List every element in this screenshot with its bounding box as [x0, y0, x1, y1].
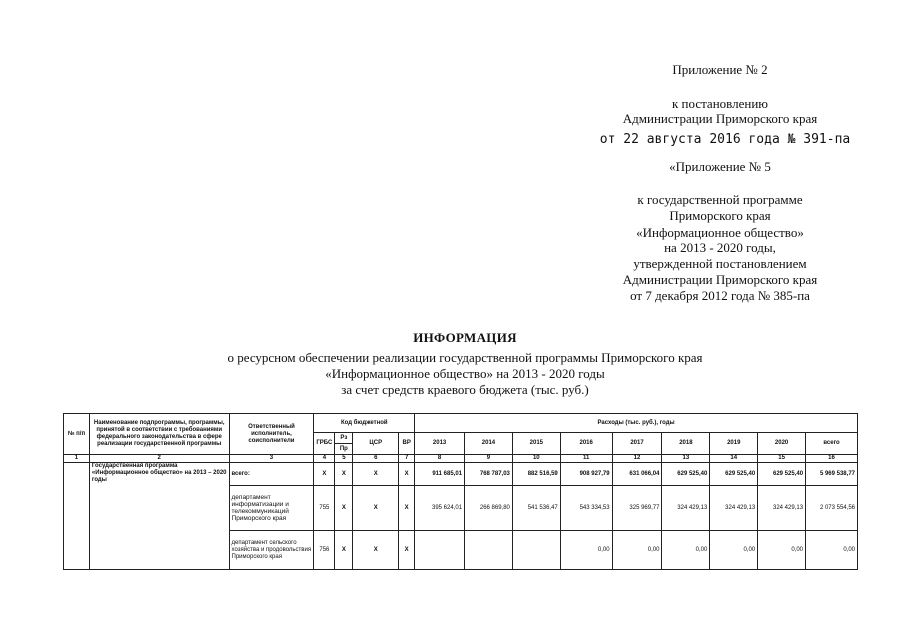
col-number: 9 [465, 455, 513, 463]
header-rz: Рз [335, 433, 353, 444]
col-number: 16 [806, 455, 858, 463]
to-program: к государственной программе [637, 192, 803, 207]
administration-label: Администрации Приморского края [622, 111, 818, 126]
title-line-2: «Информационное общество» на 2013 - 2020 годы [325, 366, 605, 381]
administration2-label: Администрации Приморского края [622, 272, 818, 287]
value-cell: 266 869,80 [465, 486, 513, 531]
value-cell: 395 624,01 [415, 486, 465, 531]
col-number: 12 [612, 455, 662, 463]
rz-cell: Х [335, 531, 353, 570]
value-cell: 0,00 [758, 531, 806, 570]
header-name: Наименование подпрограммы, программы, принятой в соответствии с требованиями федерального законодательства в сфере реализации государственной программы [89, 414, 229, 455]
to-resolution: к постановлению [671, 96, 769, 111]
region-label: Приморского края [669, 208, 771, 223]
csr-cell: Х [353, 486, 399, 531]
csr-cell: Х [353, 463, 399, 486]
value-cell: 541 536,47 [512, 486, 560, 531]
header-num: № п/п [64, 414, 90, 455]
vr-cell: Х [399, 463, 415, 486]
vr-cell: Х [399, 486, 415, 531]
value-cell: 0,00 [806, 531, 858, 570]
executor-cell: всего: [229, 463, 314, 486]
header-expenses: Расходы (тыс. руб.), годы [415, 414, 858, 433]
col-number: 10 [512, 455, 560, 463]
col-number: 5 [335, 455, 353, 463]
title-line-3: за счет средств краевого бюджета (тыс. руб.) [341, 382, 589, 397]
col-number: 11 [560, 455, 612, 463]
value-cell: 911 685,01 [415, 463, 465, 486]
col-number: 8 [415, 455, 465, 463]
header-vr: ВР [399, 433, 415, 455]
col-number: 14 [710, 455, 758, 463]
decree2-label: от 7 декабря 2012 года № 385-па [630, 288, 810, 303]
value-cell: 324 429,13 [710, 486, 758, 531]
table-row [64, 463, 858, 486]
vr-cell: Х [399, 531, 415, 570]
value-cell: 629 525,40 [710, 463, 758, 486]
value-cell: 0,00 [662, 531, 710, 570]
value-cell: 631 066,04 [612, 463, 662, 486]
value-cell: 0,00 [612, 531, 662, 570]
grbs-cell: 755 [314, 486, 335, 531]
years-label: на 2013 - 2020 годы, [664, 240, 776, 255]
appendix5-label: «Приложение № 5 [669, 159, 771, 174]
resource-table [63, 413, 858, 570]
grbs-cell: Х [314, 463, 335, 486]
header-2014: 2014 [465, 433, 513, 455]
header-budget-code: Код бюджетной [314, 414, 415, 433]
header-csr: ЦСР [353, 433, 399, 455]
col-number: 2 [89, 455, 229, 463]
title-line-1: о ресурсном обеспечении реализации государственной программы Приморского края [227, 350, 703, 365]
document-title: ИНФОРМАЦИЯ [413, 330, 517, 345]
value-cell: 543 334,53 [560, 486, 612, 531]
rz-cell: Х [335, 463, 353, 486]
value-cell [415, 531, 465, 570]
executor-cell: департамент сельского хозяйства и продовольствия Приморского края [229, 531, 314, 570]
header-2020: 2020 [758, 433, 806, 455]
header-2013: 2013 [415, 433, 465, 455]
value-cell: 0,00 [560, 531, 612, 570]
program-name-cell: Государственная программа «Информационное общество» на 2013 – 2020 годы [89, 463, 229, 570]
col-number: 4 [314, 455, 335, 463]
rz-cell: Х [335, 486, 353, 531]
value-cell: 324 429,13 [662, 486, 710, 531]
value-cell: 908 927,79 [560, 463, 612, 486]
approved-label: утвержденной постановлением [633, 256, 807, 271]
col-number: 15 [758, 455, 806, 463]
header-2016: 2016 [560, 433, 612, 455]
header-executor: Ответственный исполнитель, соисполнители [229, 414, 314, 455]
value-cell: 324 429,13 [758, 486, 806, 531]
value-cell: 5 969 538,77 [806, 463, 858, 486]
value-cell: 0,00 [710, 531, 758, 570]
header-2019: 2019 [710, 433, 758, 455]
value-cell: 768 787,03 [465, 463, 513, 486]
appendix-label: Приложение № 2 [672, 62, 768, 77]
row-number-cell [64, 463, 90, 570]
value-cell: 2 073 554,56 [806, 486, 858, 531]
col-number: 7 [399, 455, 415, 463]
value-cell [512, 531, 560, 570]
value-cell: 629 525,40 [662, 463, 710, 486]
csr-cell: Х [353, 531, 399, 570]
value-cell: 629 525,40 [758, 463, 806, 486]
col-number: 3 [229, 455, 314, 463]
header-2018: 2018 [662, 433, 710, 455]
value-cell: 325 969,77 [612, 486, 662, 531]
grbs-cell: 756 [314, 531, 335, 570]
program-name: «Информационное общество» [636, 225, 804, 240]
header-2015: 2015 [512, 433, 560, 455]
col-number: 6 [353, 455, 399, 463]
decree-date: от 22 августа 2016 года № 391-па [599, 132, 851, 147]
header-total: всего [806, 433, 858, 455]
value-cell: 882 516,59 [512, 463, 560, 486]
value-cell [465, 531, 513, 570]
header-grbs: ГРБС [314, 433, 335, 455]
header-pr: Пр [335, 444, 353, 455]
header-2017: 2017 [612, 433, 662, 455]
col-number: 13 [662, 455, 710, 463]
executor-cell: департамент информатизации и телекоммуникаций Приморского края [229, 486, 314, 531]
col-number: 1 [64, 455, 90, 463]
